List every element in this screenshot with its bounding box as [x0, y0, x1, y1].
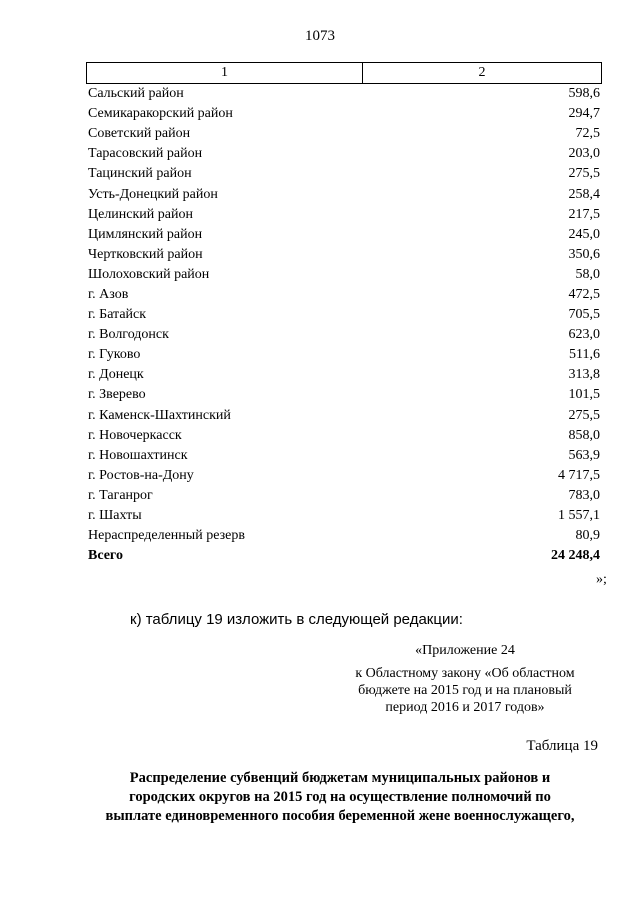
row-value: 80,9 [575, 528, 600, 544]
column-header-2: 2 [478, 65, 486, 80]
row-name: Цимлянский район [88, 226, 203, 242]
row-name: Шолоховский район [88, 266, 210, 282]
row-value: 101,5 [568, 387, 600, 403]
row-name: Нераспределенный резерв [88, 528, 245, 544]
appendix-line: период 2016 и 2017 годов» [385, 700, 545, 715]
row-name: г. Ростов-на-Дону [88, 467, 194, 483]
row-name: г. Гуково [88, 347, 141, 363]
table-row [88, 305, 600, 325]
table-heading [80, 769, 600, 826]
row-value: 275,5 [568, 407, 600, 423]
row-value: 623,0 [568, 327, 600, 343]
heading-line: городских округов на 2015 год на осуществление полномочий по [129, 789, 551, 805]
row-name: Тацинский район [88, 166, 192, 182]
appendix-line: бюджете на 2015 год и на плановый [358, 683, 572, 698]
row-value: 217,5 [568, 206, 600, 222]
table-row [88, 426, 600, 446]
table-row [88, 164, 600, 184]
table-row [88, 225, 600, 245]
table-row [88, 446, 600, 466]
row-value: 563,9 [568, 447, 600, 463]
row-name: Семикаракорский район [88, 106, 233, 122]
table-row [88, 466, 600, 486]
table-row [88, 365, 600, 385]
row-name: г. Азов [88, 286, 129, 302]
row-name: Тарасовский район [88, 146, 203, 162]
row-name: г. Новочеркасск [88, 427, 182, 443]
row-value: 350,6 [568, 246, 600, 262]
appendix-title: «Приложение 24 [415, 643, 515, 658]
heading-line: Распределение субвенций бюджетам муниципальных районов и [129, 770, 551, 786]
row-name: Усть-Донецкий район [88, 186, 218, 202]
row-value: 258,4 [568, 186, 600, 202]
column-header-1: 1 [87, 63, 363, 83]
row-value: 275,5 [568, 166, 600, 182]
table-row [88, 124, 600, 144]
row-name: Целинский район [88, 206, 193, 222]
table-row [88, 506, 600, 526]
row-value: 783,0 [568, 487, 600, 503]
heading-line: выплате единовременного пособия беременной жене военнослужащего, [105, 808, 575, 824]
row-value: 705,5 [568, 307, 600, 323]
table-row [88, 205, 600, 225]
row-name: г. Каменск-Шахтинский [88, 407, 231, 423]
table-row [88, 84, 600, 104]
row-name: г. Волгодонск [88, 327, 169, 343]
table-header [86, 62, 602, 84]
table-body [88, 84, 600, 566]
row-value: 598,6 [568, 86, 600, 102]
table-row [88, 325, 600, 345]
row-value: 1 557,1 [558, 508, 600, 524]
row-name: Сальский район [88, 86, 184, 102]
table-row [88, 406, 600, 426]
table-row [88, 265, 600, 285]
table-label: Таблица 19 [526, 738, 598, 754]
row-value: 58,0 [575, 266, 600, 282]
row-name: г. Батайск [88, 307, 147, 323]
table-row [88, 104, 600, 124]
appendix-block [330, 642, 600, 716]
table-row [88, 285, 600, 305]
table-row [88, 345, 600, 365]
total-value: 24 248,4 [551, 548, 600, 564]
row-name: г. Шахты [88, 508, 142, 524]
table-row [88, 245, 600, 265]
row-value: 313,8 [568, 367, 600, 383]
table-row [88, 486, 600, 506]
row-value: 472,5 [568, 286, 600, 302]
table-row [88, 526, 600, 546]
total-row [88, 546, 600, 566]
row-value: 245,0 [568, 226, 600, 242]
row-value: 858,0 [568, 427, 600, 443]
closing-quote: »; [596, 572, 607, 587]
row-value: 203,0 [568, 146, 600, 162]
row-value: 294,7 [568, 106, 600, 122]
row-value: 72,5 [575, 126, 600, 142]
row-name: Советский район [88, 126, 191, 142]
row-value: 4 717,5 [558, 467, 600, 483]
page-number: 1073 [305, 28, 335, 44]
table-row [88, 184, 600, 204]
row-name: г. Новошахтинск [88, 447, 188, 463]
row-name: г. Зверево [88, 387, 146, 403]
row-value: 511,6 [569, 347, 600, 363]
appendix-line: к Областному закону «Об областном [355, 666, 575, 681]
row-name: Чертковский район [88, 246, 203, 262]
instruction-text: к) таблицу 19 изложить в следующей редакции: [130, 611, 463, 628]
table-row [88, 144, 600, 164]
table-row [88, 385, 600, 405]
row-name: г. Донецк [88, 367, 144, 383]
row-name: г. Таганрог [88, 487, 153, 503]
total-label: Всего [88, 548, 123, 564]
